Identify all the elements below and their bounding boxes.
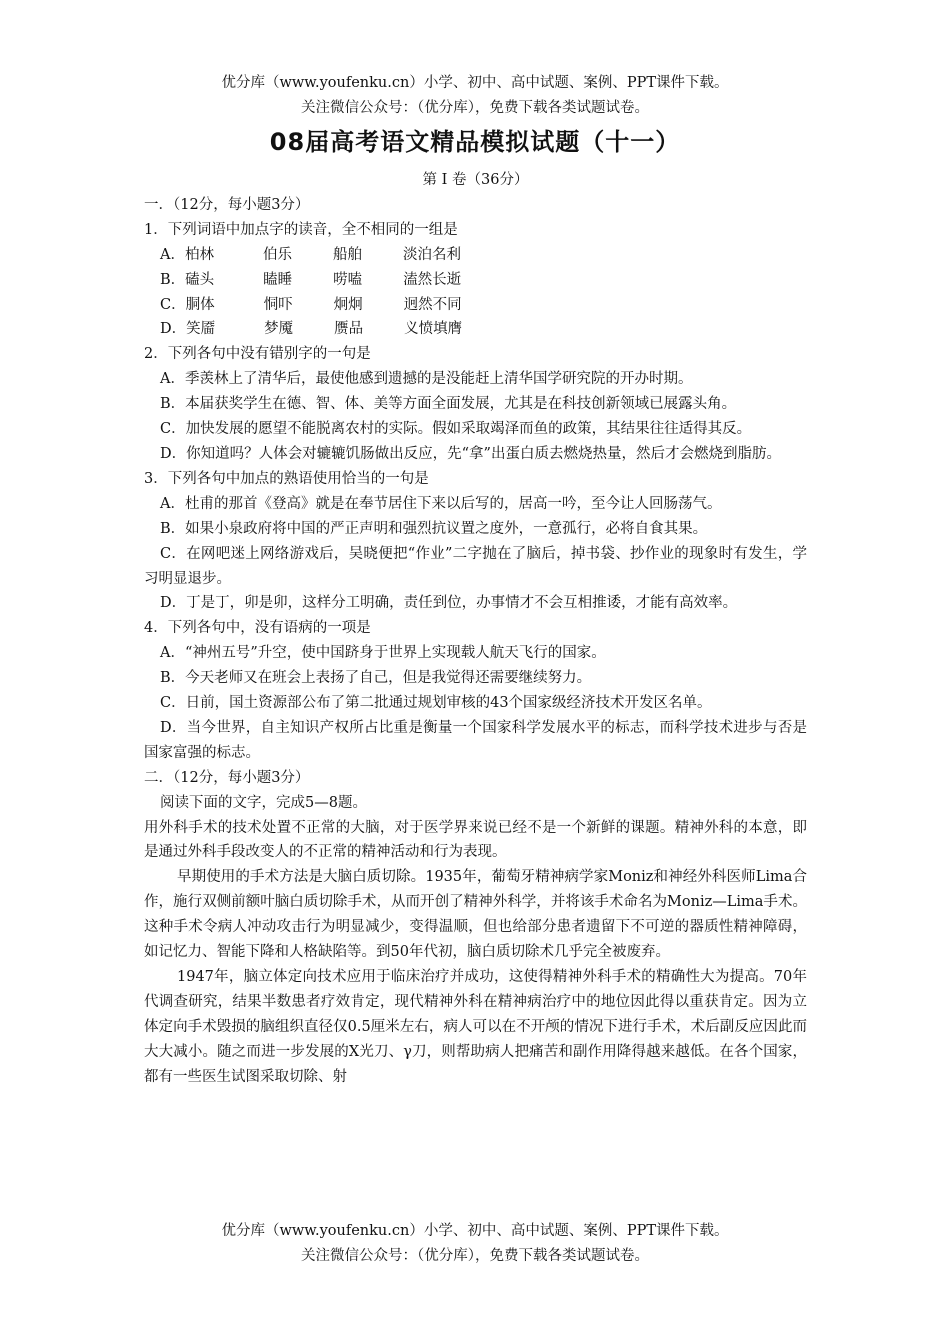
passage-paragraph-2: 早期使用的手术方法是大脑白质切除。1935年，葡萄牙精神病学家Moniz和神经外科医师Lima合作，施行双侧前额叶脑白质切除手术，从而开创了精神外科学，并将该手术命名为Moniz—Lima手术。这种手术令病人冲动攻击行为明显减少，变得温顺，但也给部分患者遗留下不可逆的器质性精神障碍，如记忆力、智能下降和人格缺陷等。到50年代初，脑白质切除术几乎完全被废弃。	[144, 869, 807, 961]
question-2-stem: 2．下列各句中没有错别字的一句是	[144, 346, 371, 363]
section-2-heading: 二．（12分，每小题3分）	[144, 769, 310, 786]
question-2-option-b: B．本届获奖学生在德、智、体、美等方面全面发展，尤其是在科技创新领域已展露头角。	[160, 396, 737, 413]
question-3-option-c: C．在网吧迷上网络游戏后，吴晓便把“作业”二字抛在了脑后，掉书袋、抄作业的现象时有发生，学习明显退步。	[144, 545, 807, 587]
question-1-option-a: A．柏林 伯乐 船舶 淡泊名利	[160, 246, 461, 263]
question-4-option-d: D．当今世界，自主知识产权所占比重是衡量一个国家科学发展水平的标志，而科学技术进步与否是国家富强的标志。	[144, 719, 807, 761]
question-1-stem: 1．下列词语中加点字的读音，全不相同的一组是	[144, 221, 458, 238]
page-title: 08届高考语文精品模拟试题（十一）	[269, 128, 681, 156]
reading-instruction: 阅读下面的文字，完成5—8题。	[160, 794, 367, 811]
exam-content	[144, 168, 807, 1090]
footer-line-2: 关注微信公众号：（优分库），免费下载各类试题试卷。	[301, 1248, 649, 1264]
question-1-option-c: C．胴体 恫吓 炯炯 迥然不同	[160, 296, 462, 313]
question-1-option-d: D．笑靥 梦魇 赝品 义愤填膺	[160, 321, 463, 338]
question-3-option-d: D．丁是丁，卯是卯，这样分工明确，责任到位，办事情才不会互相推诿，才能有高效率。	[160, 595, 738, 612]
question-4-option-a: A．“神州五号”升空，使中国跻身于世界上实现载人航天飞行的国家。	[160, 645, 606, 662]
question-1-option-b: B．磕头 瞌睡 唠嗑 溘然长逝	[160, 271, 462, 288]
header-line-2: 关注微信公众号：（优分库），免费下载各类试题试卷。	[301, 100, 649, 116]
question-4-option-c: C．日前，国土资源部公布了第二批通过规划审核的43个国家级经济技术开发区名单。	[160, 695, 712, 712]
question-4-option-b: B．今天老师又在班会上表扬了自己，但是我觉得还需要继续努力。	[160, 670, 592, 687]
section-1-heading: 一．（12分，每小题3分）	[144, 196, 310, 213]
question-3-option-b: B．如果小泉政府将中国的严正声明和强烈抗议置之度外，一意孤行，必将自食其果。	[160, 520, 708, 537]
header-line-1: 优分库（www.youfenku.cn）小学、初中、高中试题、案例、PPT课件下载。	[221, 75, 729, 91]
passage-paragraph-3: 1947年，脑立体定向技术应用于临床治疗并成功，这使得精神外科手术的精确性大为提高。70年代调查研究，结果半数患者疗效肯定，现代精神外科在精神病治疗中的地位因此得以重获肯定。因为立体定向手术毁损的脑组织直径仅0.5厘米左右，病人可以在不开颅的情况下进行手术，术后副反应因此而大大减小。随之而进一步发展的X光刀、γ刀，则帮助病人把痛苦和副作用降得越来越低。在各个国家，都有一些医生试图采取切除、射	[144, 969, 807, 1085]
passage-paragraph-1: 用外科手术的技术处置不正常的大脑，对于医学界来说已经不是一个新鲜的课题。精神外科的本意，即是通过外科手段改变人的不正常的精神活动和行为表现。	[144, 819, 807, 861]
question-3-option-a: A．杜甫的那首《登高》就是在奉节居住下来以后写的，居高一吟，至今让人回肠荡气。	[160, 495, 722, 512]
question-2-option-a: A．季羡林上了清华后，最使他感到遗撼的是没能赶上清华国学研究院的开办时期。	[160, 371, 693, 388]
question-2-option-d: D．你知道吗？人体会对辘辘饥肠做出反应，先“拿”出蛋白质去燃烧热量，然后才会燃烧到脂肪。	[160, 445, 781, 462]
volume-heading: 第 I 卷（36分）	[422, 172, 529, 188]
question-4-stem: 4．下列各句中，没有语病的一项是	[144, 620, 371, 637]
question-2-option-c: C．加快发展的愿望不能脱离农村的实际。假如采取竭泽而鱼的政策，其结果往往适得其反。	[160, 421, 752, 438]
question-3-stem: 3．下列各句中加点的熟语使用恰当的一句是	[144, 470, 429, 487]
footer-line-1: 优分库（www.youfenku.cn）小学、初中、高中试题、案例、PPT课件下载。	[221, 1223, 729, 1239]
